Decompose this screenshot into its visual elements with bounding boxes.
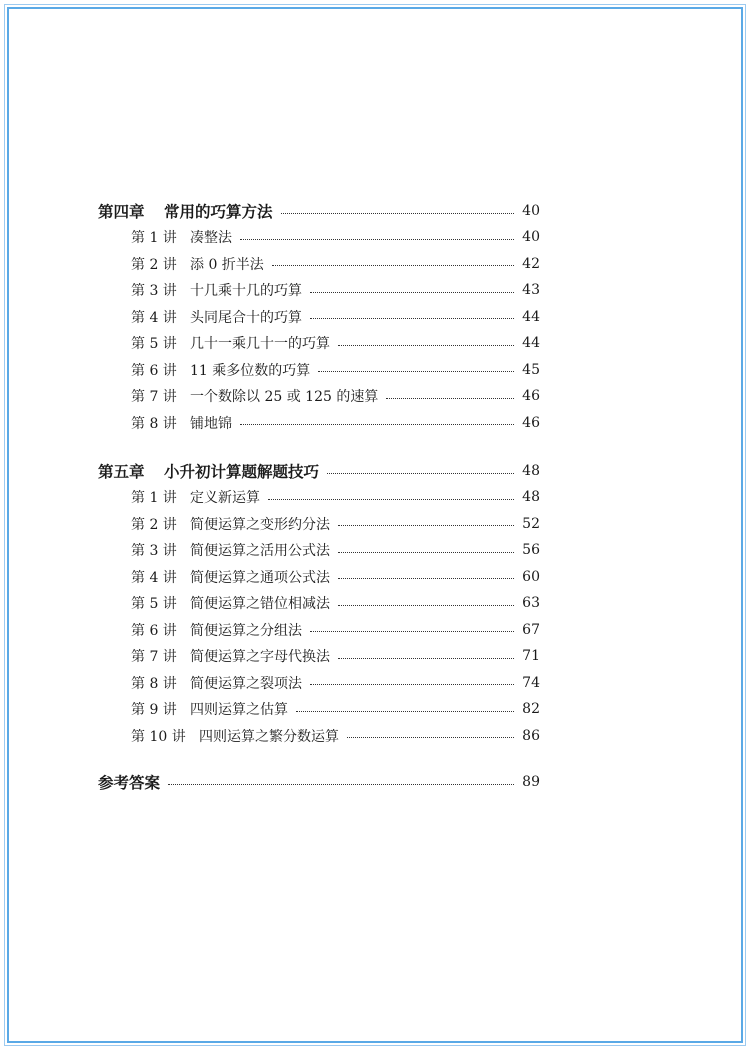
page-number: 46: [522, 414, 540, 431]
lecture-title: 简便运算之裂项法: [190, 675, 302, 692]
page-number: 48: [522, 489, 540, 506]
dot-leader: [338, 605, 514, 606]
dot-leader: [281, 213, 515, 214]
lecture-title: 简便运算之分组法: [190, 622, 302, 639]
page-number: 44: [522, 335, 540, 352]
page-number: 74: [522, 674, 540, 691]
table-of-contents: [98, 198, 540, 795]
lecture-title: 十几乘十几的巧算: [190, 283, 302, 300]
lecture-title: 11 乘多位数的巧算: [190, 362, 311, 379]
dot-leader: [386, 398, 514, 399]
lecture-entry[interactable]: [98, 251, 540, 278]
chapter-title: 常用的巧算方法: [164, 203, 273, 221]
page-number: 45: [522, 361, 540, 378]
dot-leader: [168, 784, 514, 785]
page-number: 71: [522, 648, 540, 665]
dot-leader: [272, 265, 514, 266]
dot-leader: [318, 371, 514, 372]
lecture-title: 几十一乘几十一的巧算: [190, 336, 330, 353]
lecture-entry[interactable]: [98, 410, 540, 437]
lecture-number: 第 6 讲: [131, 362, 177, 379]
lecture-title: 头同尾合十的巧算: [190, 309, 302, 326]
lecture-number: 第 7 讲: [131, 389, 177, 406]
lecture-number: 第 1 讲: [131, 490, 177, 507]
lecture-entry[interactable]: [98, 537, 540, 564]
lecture-entry[interactable]: [98, 670, 540, 697]
answers-entry[interactable]: [98, 769, 540, 795]
page-number: 48: [522, 463, 540, 479]
chapter-entry[interactable]: [98, 198, 540, 224]
lecture-number: 第 3 讲: [131, 283, 177, 300]
lecture-title: 凑整法: [190, 230, 232, 247]
lecture-entry[interactable]: [98, 383, 540, 410]
lecture-entry[interactable]: [98, 330, 540, 357]
page-number: 40: [522, 203, 540, 219]
lecture-number: 第 7 讲: [131, 649, 177, 666]
dot-leader: [338, 525, 514, 526]
lecture-number: 第 9 讲: [131, 702, 177, 719]
page-number: 67: [522, 621, 540, 638]
page-number: 82: [522, 701, 540, 718]
lecture-title: 四则运算之估算: [190, 702, 288, 719]
dot-leader: [310, 292, 514, 293]
lecture-number: 第 6 讲: [131, 622, 177, 639]
dot-leader: [268, 499, 514, 500]
lecture-number: 第 3 讲: [131, 543, 177, 560]
lecture-entry[interactable]: [98, 224, 540, 251]
lecture-title: 简便运算之变形约分法: [190, 516, 330, 533]
dot-leader: [338, 552, 514, 553]
page-number: 44: [522, 308, 540, 325]
lecture-title: 简便运算之字母代换法: [190, 649, 330, 666]
lecture-entry[interactable]: [98, 484, 540, 511]
chapter-section-5: [98, 458, 540, 749]
dot-leader: [240, 239, 514, 240]
chapter-section-4: [98, 198, 540, 436]
lecture-title: 一个数除以 25 或 125 的速算: [190, 389, 379, 406]
lecture-number: 第 10 讲: [131, 728, 186, 745]
dot-leader: [327, 473, 514, 474]
lecture-entry[interactable]: [98, 723, 540, 750]
lecture-number: 第 2 讲: [131, 516, 177, 533]
dot-leader: [338, 578, 514, 579]
lecture-entry[interactable]: [98, 357, 540, 384]
dot-leader: [310, 631, 514, 632]
dot-leader: [240, 424, 514, 425]
lecture-entry[interactable]: [98, 617, 540, 644]
dot-leader: [347, 737, 514, 738]
lecture-title: 铺地锦: [190, 415, 232, 432]
lecture-number: 第 5 讲: [131, 336, 177, 353]
lecture-number: 第 4 讲: [131, 309, 177, 326]
answers-title: 参考答案: [98, 774, 161, 792]
lecture-title: 四则运算之繁分数运算: [199, 728, 339, 745]
lecture-entry[interactable]: [98, 511, 540, 538]
lecture-title: 简便运算之通项公式法: [190, 569, 330, 586]
page-number: 52: [522, 515, 540, 532]
lecture-number: 第 1 讲: [131, 230, 177, 247]
page-number: 63: [522, 595, 540, 612]
lecture-entry[interactable]: [98, 564, 540, 591]
lecture-number: 第 8 讲: [131, 675, 177, 692]
dot-leader: [310, 684, 514, 685]
dot-leader: [310, 318, 514, 319]
lecture-entry[interactable]: [98, 696, 540, 723]
page-number: 40: [522, 229, 540, 246]
lecture-number: 第 5 讲: [131, 596, 177, 613]
page-number: 46: [522, 388, 540, 405]
page-number: 86: [522, 727, 540, 744]
lecture-title: 定义新运算: [190, 490, 260, 507]
lecture-number: 第 2 讲: [131, 256, 177, 273]
dot-leader: [338, 658, 514, 659]
lecture-title: 简便运算之错位相减法: [190, 596, 330, 613]
chapter-entry[interactable]: [98, 458, 540, 484]
chapter-title: 小升初计算题解题技巧: [164, 463, 320, 481]
lecture-entry[interactable]: [98, 590, 540, 617]
lecture-number: 第 4 讲: [131, 569, 177, 586]
dot-leader: [296, 711, 514, 712]
lecture-entry[interactable]: [98, 643, 540, 670]
lecture-title: 简便运算之活用公式法: [190, 543, 330, 560]
chapter-number: 第四章: [98, 203, 145, 221]
page-number: 43: [522, 282, 540, 299]
dot-leader: [338, 345, 514, 346]
page-number: 56: [522, 542, 540, 559]
chapter-number: 第五章: [98, 463, 145, 481]
page-number: 89: [522, 774, 540, 790]
page-number: 42: [522, 255, 540, 272]
lecture-title: 添 0 折半法: [190, 256, 264, 273]
page-number: 60: [522, 568, 540, 585]
lecture-entry[interactable]: [98, 304, 540, 331]
lecture-entry[interactable]: [98, 277, 540, 304]
lecture-number: 第 8 讲: [131, 415, 177, 432]
